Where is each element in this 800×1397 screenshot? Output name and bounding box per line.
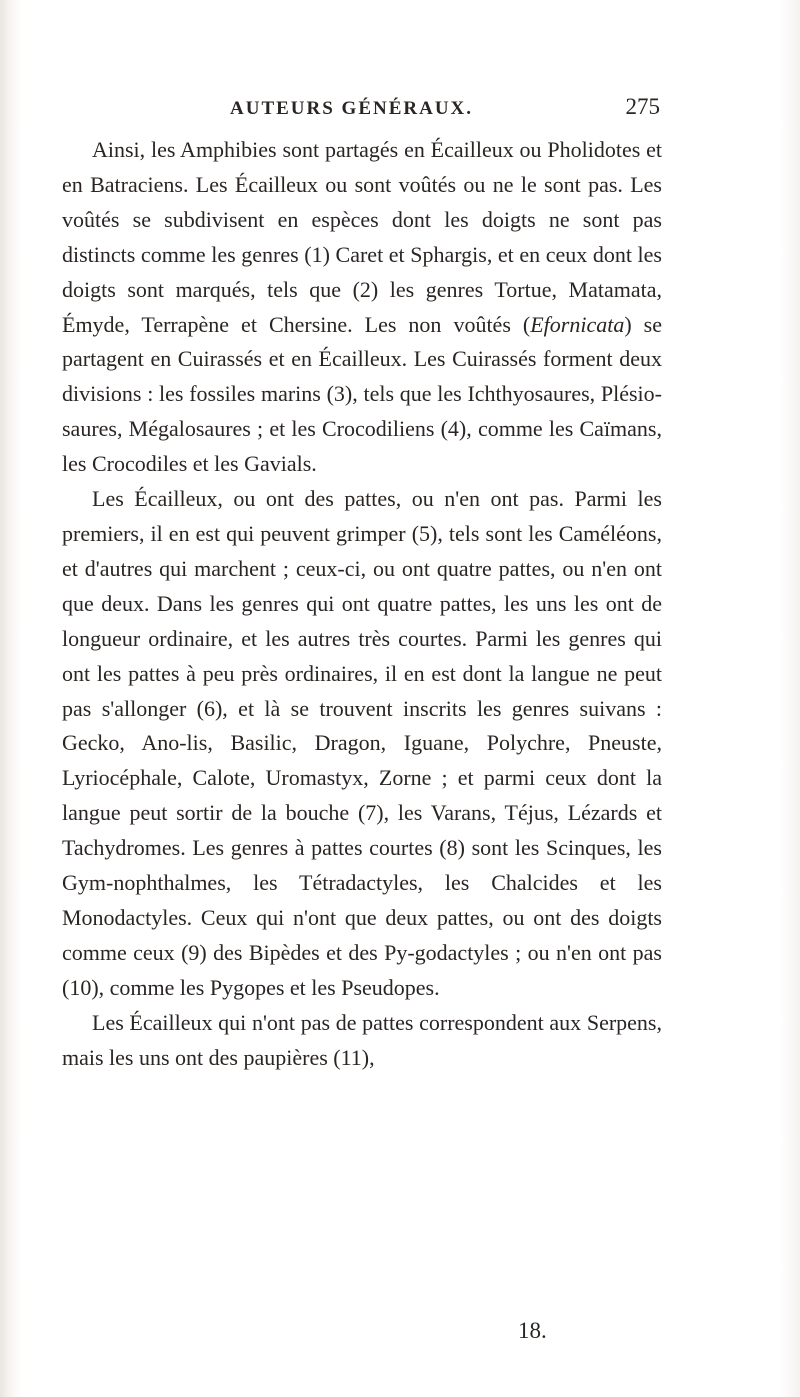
paragraph	[62, 133, 662, 482]
body-text	[62, 133, 662, 1075]
paragraph: Les Écailleux, ou ont des pattes, ou n'en ont pas. Parmi les premiers, il en est qui peuvent grimper (5), tels sont les Caméléons, et d'autres qui marchent ; ceux-ci, ou ont quatre pattes, ou n'en ont que deux. Dans les genres qui ont quatre pattes, les uns les ont de longueur ordinaire, et les autres très courtes. Parmi les genres qui ont les pattes à peu près ordinaires, il en est dont la langue ne peut pas s'allonger (6), et là se trouvent inscrits les genres suivans : Gecko, Ano-lis, Basilic, Dragon, Iguane, Polychre, Pneuste, Lyriocéphale, Calote, Uromastyx, Zorne ; et parmi ceux dont la langue peut sortir de la bouche (7), les Varans, Téjus, Lézards et Tachydromes. Les genres à pattes courtes (8) sont les Scinques, les Gym-nophthalmes, les Tétradactyles, les Chalcides et les Monodactyles. Ceux qui n'ont que deux pattes, ou ont des doigts comme ceux (9) des Bipèdes et des Py-godactyles ; ou n'en ont pas (10), comme les Pygopes et les Pseudopes.	[62, 486, 662, 1000]
page-number: 275	[625, 94, 660, 119]
paragraph-text: ) se partagent en Cuirassés et en Écailleux. Les Cuirassés forment deux divisions : les fossiles marins (3), tels que les Ichthyosaures, Plésio-saures, Mégalosaures ; et les Crocodiliens (4), comme les Caïmans, les Crocodiles et les Gavials.	[62, 311, 663, 477]
page-header	[120, 96, 660, 124]
italic-term: Efornicata	[530, 311, 625, 337]
running-title: AUTEURS GÉNÉRAUX.	[230, 98, 474, 119]
paragraph: Les Écailleux qui n'ont pas de pattes correspondent aux Serpens, mais les uns ont des paupières (11),	[62, 1009, 662, 1070]
signature-mark: 18.	[518, 1318, 547, 1343]
paragraph-text: Ainsi, les Amphibies sont partagés en Écailleux ou Pholidotes et en Batraciens. Les Écailleux ou sont voûtés ou ne le sont pas. Les voûtés se subdivisent en espèces dont les doigts ne sont pas distincts comme les genres (1) Caret et Sphargis, et en ceux dont les doigts sont marqués, tels que (2) les genres Tortue, Matamata, Émyde, Terrapène et Chersine. Les non voûtés (	[62, 137, 662, 337]
